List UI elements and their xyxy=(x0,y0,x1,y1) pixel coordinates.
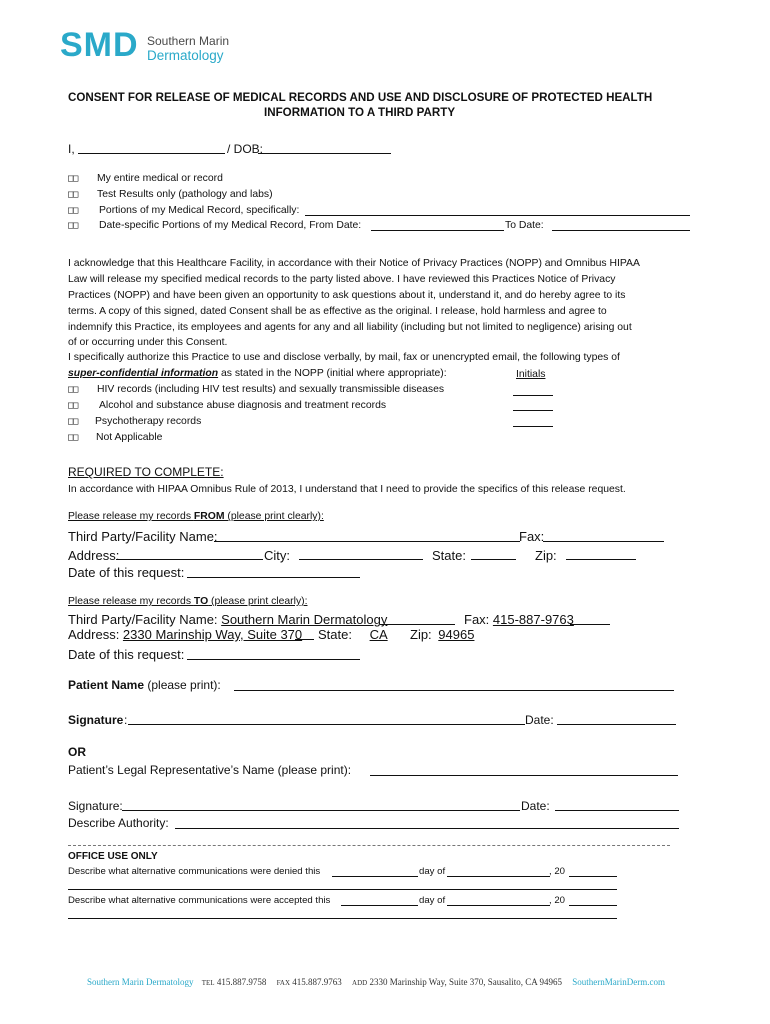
to-fax-label: Fax: xyxy=(464,612,493,627)
dob-field[interactable] xyxy=(258,153,391,154)
from-heading-post: (please print clearly): xyxy=(224,511,324,522)
from-heading-bold: FROM xyxy=(193,511,225,522)
to-facility-row xyxy=(68,612,387,627)
office-denied-day-field[interactable] xyxy=(332,876,418,877)
patient-name-label-rest: (please print): xyxy=(144,678,221,692)
to-zip-value[interactable]: 94965 xyxy=(438,627,475,642)
from-date-request-field[interactable] xyxy=(187,577,360,578)
option-hiv: HIV records (including HIV test results) and sexually transmissible diseases xyxy=(97,384,445,395)
logo xyxy=(60,26,139,65)
initials-psychotherapy-field[interactable] xyxy=(513,426,553,427)
from-facility-label: Third Party/Facility Name: xyxy=(68,529,218,544)
to-fax-value[interactable]: 415-887-9763 xyxy=(492,612,574,627)
footer-fax: 415.887.9763 xyxy=(292,977,342,987)
to-date-request-field[interactable] xyxy=(187,659,360,660)
to-address-row xyxy=(68,627,302,642)
option-alcohol: Alcohol and substance abuse diagnosis and treatment records xyxy=(99,400,387,411)
initials-hiv-field[interactable] xyxy=(513,395,553,396)
rep-date-label: Date: xyxy=(521,799,550,813)
office-accepted-year-field[interactable] xyxy=(569,905,617,906)
portions-field[interactable] xyxy=(305,215,690,216)
to-address-value[interactable]: 2330 Marinship Way, Suite 370 xyxy=(122,627,303,642)
from-zip-field[interactable] xyxy=(566,559,636,560)
office-accepted-extra-line[interactable] xyxy=(68,918,617,919)
required-heading: REQUIRED TO COMPLETE: xyxy=(68,465,224,479)
required-text: In accordance with HIPAA Omnibus Rule of 2013, I understand that I need to provide the specifics of this release request. xyxy=(68,484,626,495)
office-denied-day-of: day of xyxy=(419,866,446,877)
rep-signature-label: Signature: xyxy=(68,799,123,813)
to-zip-label: Zip: xyxy=(410,627,436,642)
to-state-row xyxy=(318,627,402,642)
office-accepted-text: Describe what alternative communications were accepted this xyxy=(68,895,331,906)
office-denied-year-label: , 20 xyxy=(549,866,566,877)
office-denied-text: Describe what alternative communications were denied this xyxy=(68,866,321,877)
name-field[interactable] xyxy=(78,153,225,154)
to-date-label: To Date: xyxy=(505,220,544,231)
signature-date-field[interactable] xyxy=(557,724,676,725)
ack-line-3: Practices (NOPP) and have been given an opportunity to ask questions about it, understand it, and do hereby agree to its xyxy=(68,290,626,301)
to-state-label: State: xyxy=(318,627,356,642)
checkbox-alcohol[interactable]: □□ xyxy=(68,400,78,411)
rep-name-label: Patient’s Legal Representative’s Name (please print): xyxy=(68,763,352,777)
to-date-field[interactable] xyxy=(552,230,690,231)
to-fax-row xyxy=(464,612,574,627)
office-accepted-day-of: day of xyxy=(419,895,446,906)
from-state-field[interactable] xyxy=(471,559,516,560)
from-facility-field[interactable] xyxy=(214,541,520,542)
patient-name-field[interactable] xyxy=(234,690,674,691)
option-test-results: Test Results only (pathology and labs) xyxy=(97,189,273,200)
to-state-value[interactable]: CA xyxy=(369,627,388,642)
option-portions: Portions of my Medical Record, specifically: xyxy=(99,205,300,216)
checkbox-date-specific[interactable]: □□ xyxy=(68,220,78,231)
from-state-label: State: xyxy=(432,548,466,563)
ack-line-2: Law will release my specified medical records to the party listed above. I have reviewed this Practices Notice of Privacy xyxy=(68,274,616,285)
option-entire-record: My entire medical or record xyxy=(97,173,223,184)
logo-mark: SMD xyxy=(60,26,139,64)
office-divider xyxy=(68,845,670,846)
signature-label: Signature xyxy=(68,713,124,727)
ack-line-7: I specifically authorize this Practice to use and disclose verbally, by mail, fax or unencrypted email, the following types of xyxy=(68,352,620,363)
from-date-request-label: Date of this request: xyxy=(68,565,185,580)
checkbox-portions[interactable]: □□ xyxy=(68,205,78,216)
to-address-label: Address: xyxy=(68,627,123,642)
footer-website[interactable]: SouthernMarinDerm.com xyxy=(572,977,665,987)
patient-name-row xyxy=(68,678,221,692)
to-facility-underline xyxy=(380,624,455,625)
super-confidential-line xyxy=(68,368,447,379)
office-denied-extra-line[interactable] xyxy=(68,889,617,890)
from-address-label: Address: xyxy=(68,548,120,563)
from-address-field[interactable] xyxy=(116,559,263,560)
signature-field[interactable] xyxy=(128,724,525,725)
footer xyxy=(87,977,665,987)
signature-date-label: Date: xyxy=(525,713,554,727)
option-psychotherapy: Psychotherapy records xyxy=(95,416,202,427)
office-denied-year-field[interactable] xyxy=(569,876,617,877)
footer-tel: 415.887.9758 xyxy=(216,977,267,987)
from-fax-label: Fax: xyxy=(519,529,545,544)
super-confidential-label: super-confidential information xyxy=(68,368,219,379)
authority-label: Describe Authority: xyxy=(68,816,169,830)
from-zip-label: Zip: xyxy=(535,548,557,563)
ack-line-6: of or occurring under this Consent. xyxy=(68,337,228,348)
initials-label: Initials xyxy=(516,369,546,380)
from-city-field[interactable] xyxy=(299,559,423,560)
super-confidential-rest: as stated in the NOPP (initial where appropriate): xyxy=(218,368,447,379)
checkbox-entire-record[interactable]: □□ xyxy=(68,173,78,184)
checkbox-hiv[interactable]: □□ xyxy=(68,384,78,395)
from-heading-pre: Please release my records xyxy=(68,511,194,522)
from-date-field[interactable] xyxy=(371,230,504,231)
footer-address: 2330 Marinship Way, Suite 370, Sausalito, CA 94965 xyxy=(369,977,562,987)
office-use-heading: OFFICE USE ONLY xyxy=(68,851,158,862)
footer-fax-label: FAX xyxy=(276,979,291,987)
office-accepted-year-label: , 20 xyxy=(549,895,566,906)
i-label: I, xyxy=(68,142,75,156)
logo-name-line1: Southern Marin xyxy=(147,34,230,48)
checkbox-not-applicable[interactable]: □□ xyxy=(68,432,78,443)
rep-signature-field[interactable] xyxy=(122,810,520,811)
ack-line-5: indemnify this Practice, its employees and agents for any and all liability (including but not limited to negligence) arising out xyxy=(68,322,632,333)
office-denied-month-field[interactable] xyxy=(447,876,550,877)
to-date-request-label: Date of this request: xyxy=(68,647,185,662)
footer-practice: Southern Marin Dermatology xyxy=(87,977,194,987)
to-fax-underline xyxy=(570,624,610,625)
footer-add-label: ADD xyxy=(352,979,368,987)
checkbox-psychotherapy[interactable]: □□ xyxy=(68,416,78,427)
ack-line-1: I acknowledge that this Healthcare Facility, in accordance with their Notice of Privacy Practices (NOPP) and Omnibus HIPAA xyxy=(68,258,640,269)
to-heading-bold: TO xyxy=(193,596,209,607)
authority-field[interactable] xyxy=(175,828,679,829)
checkbox-test-results[interactable]: □□ xyxy=(68,189,78,200)
patient-name-label: Patient Name xyxy=(68,678,145,692)
form-title-line2: INFORMATION TO A THIRD PARTY xyxy=(264,106,456,119)
to-facility-label: Third Party/Facility Name: xyxy=(68,612,222,627)
from-heading xyxy=(68,511,324,522)
to-address-underline xyxy=(295,639,314,640)
office-accepted-day-field[interactable] xyxy=(341,905,418,906)
to-heading-pre: Please release my records xyxy=(68,596,194,607)
to-zip-row xyxy=(410,627,482,642)
to-heading xyxy=(68,596,307,607)
footer-tel-label: TEL xyxy=(201,979,215,987)
signature-colon: : xyxy=(124,713,128,727)
initials-alcohol-field[interactable] xyxy=(513,410,553,411)
form-title-line1: CONSENT FOR RELEASE OF MEDICAL RECORDS AND USE AND DISCLOSURE OF PROTECTED HEALTH xyxy=(68,91,653,104)
to-facility-value[interactable]: Southern Marin Dermatology xyxy=(221,612,388,627)
or-label: OR xyxy=(68,745,86,759)
rep-name-field[interactable] xyxy=(370,775,678,776)
rep-date-field[interactable] xyxy=(555,810,679,811)
ack-line-4: terms. A copy of this signed, dated Consent shall be as effective as the original. I release, hold harmless and agree to xyxy=(68,306,607,317)
from-fax-field[interactable] xyxy=(543,541,664,542)
option-not-applicable: Not Applicable xyxy=(96,432,163,443)
from-city-label: City: xyxy=(264,548,290,563)
office-accepted-month-field[interactable] xyxy=(447,905,550,906)
to-heading-post: (please print clearly): xyxy=(208,596,308,607)
logo-name-line2: Dermatology xyxy=(147,48,224,63)
dob-label: / DOB: xyxy=(227,142,264,156)
option-date-specific: Date-specific Portions of my Medical Record, From Date: xyxy=(99,220,362,231)
